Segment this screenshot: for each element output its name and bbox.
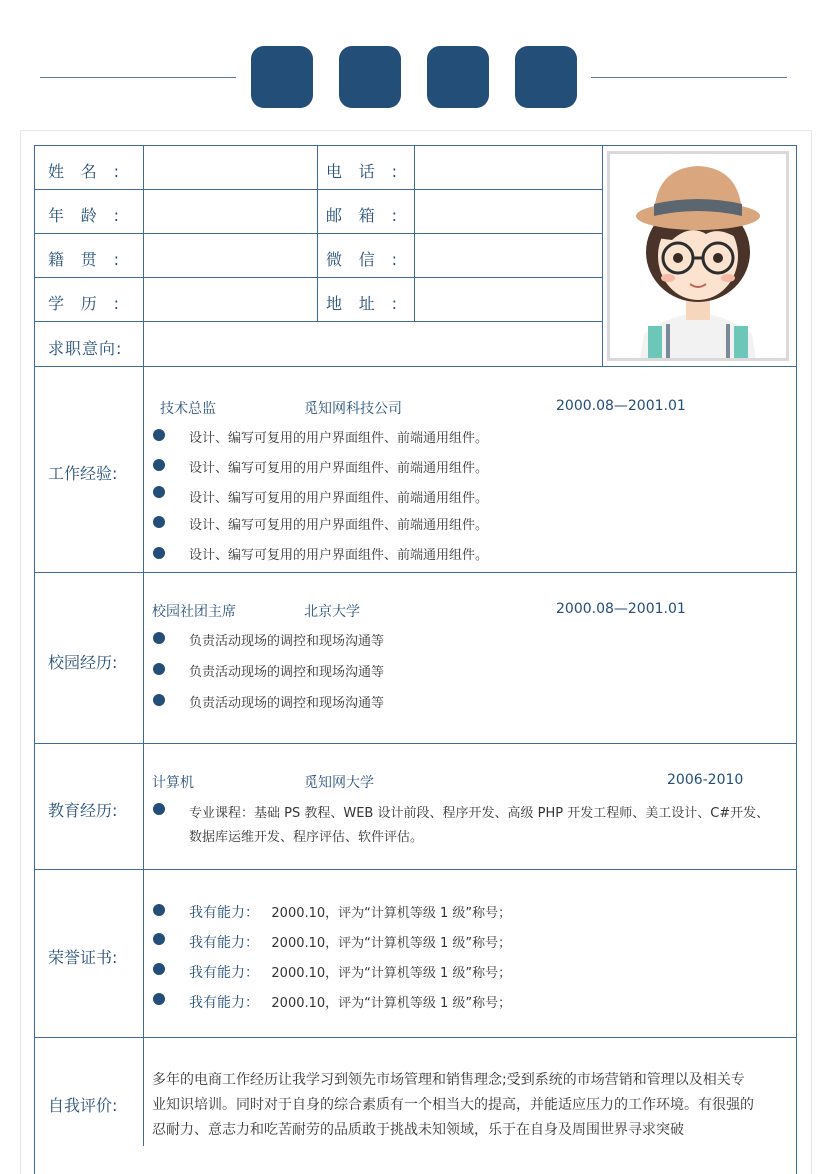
header-square-1 (251, 46, 313, 108)
bullet-dot (153, 429, 165, 441)
campus-item: 负责活动现场的调控和现场沟通等 (189, 634, 385, 649)
honor-title: 我有能力： (189, 935, 259, 951)
bullet-dot (153, 694, 165, 706)
education-courses-line2: 数据库运维开发、程序评估、软件评估。 (189, 830, 424, 845)
honors-label: 荣誉证书: (48, 948, 118, 967)
bullet-dot (153, 632, 165, 644)
work-item: 设计、编写可复用的用户界面组件、前端通用组件。 (189, 518, 489, 533)
bullet-dot (153, 486, 165, 498)
header-square-2 (339, 46, 401, 108)
honor-item (189, 932, 511, 952)
row-line (34, 189, 602, 190)
self-evaluation-line2: 业知识培训。同时对于自身的综合素质有一个相当大的提高，并能适应压力的工作环境。有很强的 (152, 1097, 754, 1113)
work-experience-label: 工作经验: (48, 464, 118, 483)
col-line (143, 145, 144, 366)
avatar-illustration (610, 154, 786, 358)
work-item: 设计、编写可复用的用户界面组件、前端通用组件。 (189, 548, 489, 563)
col-line (602, 145, 603, 366)
origin-label: 籍贯: (48, 250, 120, 269)
bullet-dot (153, 904, 165, 916)
header-line-right (591, 77, 787, 78)
education-major: 计算机 (152, 775, 194, 791)
profile-photo (607, 151, 789, 361)
bullet-dot (153, 993, 165, 1005)
honor-item (189, 962, 511, 982)
self-evaluation-label: 自我评价: (48, 1096, 118, 1115)
self-evaluation-line3: 忍耐力、意志力和吃苦耐劳的品质敢于挑战未知领域，乐于在自身及周围世界寻求突破 (152, 1122, 684, 1138)
col-line (317, 145, 318, 321)
education-period: 2006-2010 (667, 772, 744, 788)
section-line (34, 743, 796, 744)
work-period: 2000.08—2001.01 (556, 398, 686, 414)
bullet-dot (153, 459, 165, 471)
row-line (34, 233, 602, 234)
bullet-dot (153, 803, 165, 815)
header-square-4 (515, 46, 577, 108)
education-courses-line1: 专业课程：基础 PS 教程、WEB 设计前段、程序开发、高级 PHP 开发工程师、美工设计、C#开发、 (189, 806, 770, 821)
campus-period: 2000.08—2001.01 (556, 601, 686, 617)
honor-desc: 2000.10，评为“计算机等级 1 级”称号； (271, 996, 512, 1011)
honor-desc: 2000.10，评为“计算机等级 1 级”称号； (271, 906, 512, 921)
email-label: 邮箱: (326, 206, 398, 225)
name-label: 姓名: (48, 162, 120, 181)
section-line (34, 1037, 796, 1038)
honor-title: 我有能力： (189, 995, 259, 1011)
education-label: 教育经历: (48, 801, 118, 820)
col-line (414, 145, 415, 321)
honor-title: 我有能力： (189, 905, 259, 921)
work-item: 设计、编写可复用的用户界面组件、前端通用组件。 (189, 491, 489, 506)
honor-title: 我有能力： (189, 965, 259, 981)
section-line (34, 572, 796, 573)
bullet-dot (153, 516, 165, 528)
campus-experience-label: 校园经历: (48, 653, 118, 672)
wechat-label: 微信: (326, 250, 398, 269)
section-line (34, 869, 796, 870)
row-line (34, 321, 602, 322)
bullet-dot (153, 663, 165, 675)
work-position: 技术总监 (160, 401, 216, 417)
row-line (34, 277, 602, 278)
section-line (34, 366, 796, 367)
honor-item (189, 902, 511, 922)
work-company: 觅知网科技公司 (304, 401, 402, 417)
age-label: 年龄: (48, 206, 120, 225)
bullet-dot (153, 933, 165, 945)
education-school: 觅知网大学 (304, 775, 374, 791)
header-line-left (40, 77, 236, 78)
education-level-label: 学历: (48, 294, 120, 313)
header-square-3 (427, 46, 489, 108)
address-label: 地址: (326, 294, 398, 313)
honor-item (189, 992, 511, 1012)
self-evaluation-line1: 多年的电商工作经历让我学习到领先市场管理和销售理念;受到系统的市场营销和管理以及相关专 (152, 1072, 745, 1088)
col-line (143, 366, 144, 1146)
campus-item: 负责活动现场的调控和现场沟通等 (189, 696, 385, 711)
bullet-dot (153, 547, 165, 559)
phone-label: 电话: (326, 162, 398, 181)
work-item: 设计、编写可复用的用户界面组件、前端通用组件。 (189, 461, 489, 476)
job-intent-label: 求职意向: (48, 339, 123, 358)
campus-org: 北京大学 (304, 604, 360, 620)
work-item: 设计、编写可复用的用户界面组件、前端通用组件。 (189, 431, 489, 446)
campus-position: 校园社团主席 (152, 604, 236, 620)
honor-desc: 2000.10，评为“计算机等级 1 级”称号； (271, 936, 512, 951)
campus-item: 负责活动现场的调控和现场沟通等 (189, 665, 385, 680)
bullet-dot (153, 963, 165, 975)
honor-desc: 2000.10，评为“计算机等级 1 级”称号； (271, 966, 512, 981)
